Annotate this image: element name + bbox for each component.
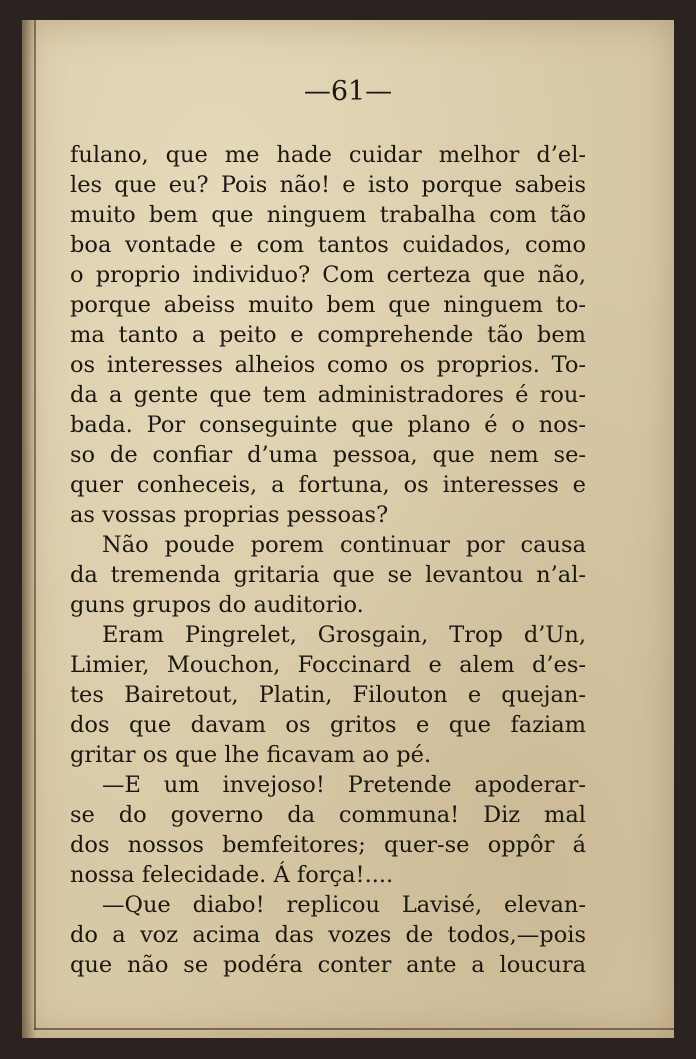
text-line: bada. Por conseguinte que plano é o nos- [70,412,586,438]
text-line: —Que diabo! replicou Lavisé, elevan- [102,892,586,918]
text-line: guns grupos do auditorio. [70,592,364,618]
text-line: nossa felecidade. Á força!.... [70,862,394,888]
text-line: o proprio individuo? Com certeza que não, [70,262,586,288]
text-line: Eram Pingrelet, Grosgain, Trop d’Un, [102,622,586,648]
page-number: —61— [303,76,393,107]
text-line: do a voz acima das vozes de todos,—pois [70,922,586,948]
text-line: tes Bairetout, Platin, Filouton e quejan- [70,682,586,708]
text-line: so de confiar d’uma pessoa, que nem se- [70,442,586,468]
page-border-bottom [34,1028,674,1030]
text-line: —E um invejoso! Pretende apoderar- [102,772,586,798]
text-line: as vossas proprias pessoas? [70,502,389,528]
text-line: porque abeiss muito bem que ninguem to- [70,292,586,318]
text-line: quer conheceis, a fortuna, os interesses e [70,472,586,498]
text-line: da tremenda gritaria que se levantou n’al- [70,562,586,588]
body-text [70,140,586,980]
text-line: muito bem que ninguem trabalha com tão [70,202,586,228]
text-line: se do governo da communa! Diz mal [70,802,586,828]
text-line: gritar os que lhe ficavam ao pé. [70,742,432,768]
text-line: da a gente que tem administradores é rou- [70,382,586,408]
text-line: Não poude porem continuar por causa [102,532,586,558]
text-line: os interesses alheios como os proprios. To- [70,352,586,378]
page-border-left [34,20,36,1030]
text-line: dos que davam os gritos e que faziam [70,712,586,738]
text-line: dos nossos bemfeitores; quer-se oppôr á [70,832,586,858]
text-line: ma tanto a peito e comprehende tão bem [70,322,586,348]
text-line: boa vontade e com tantos cuidados, como [70,232,586,258]
text-line: Limier, Mouchon, Foccinard e alem d’es- [70,652,586,678]
book-page [22,20,674,1038]
text-line: les que eu? Pois não! e isto porque sabeis [70,172,586,198]
text-line: que não se podéra conter ante a loucura [70,952,586,978]
text-line: fulano, que me hade cuidar melhor d’el- [70,142,586,168]
